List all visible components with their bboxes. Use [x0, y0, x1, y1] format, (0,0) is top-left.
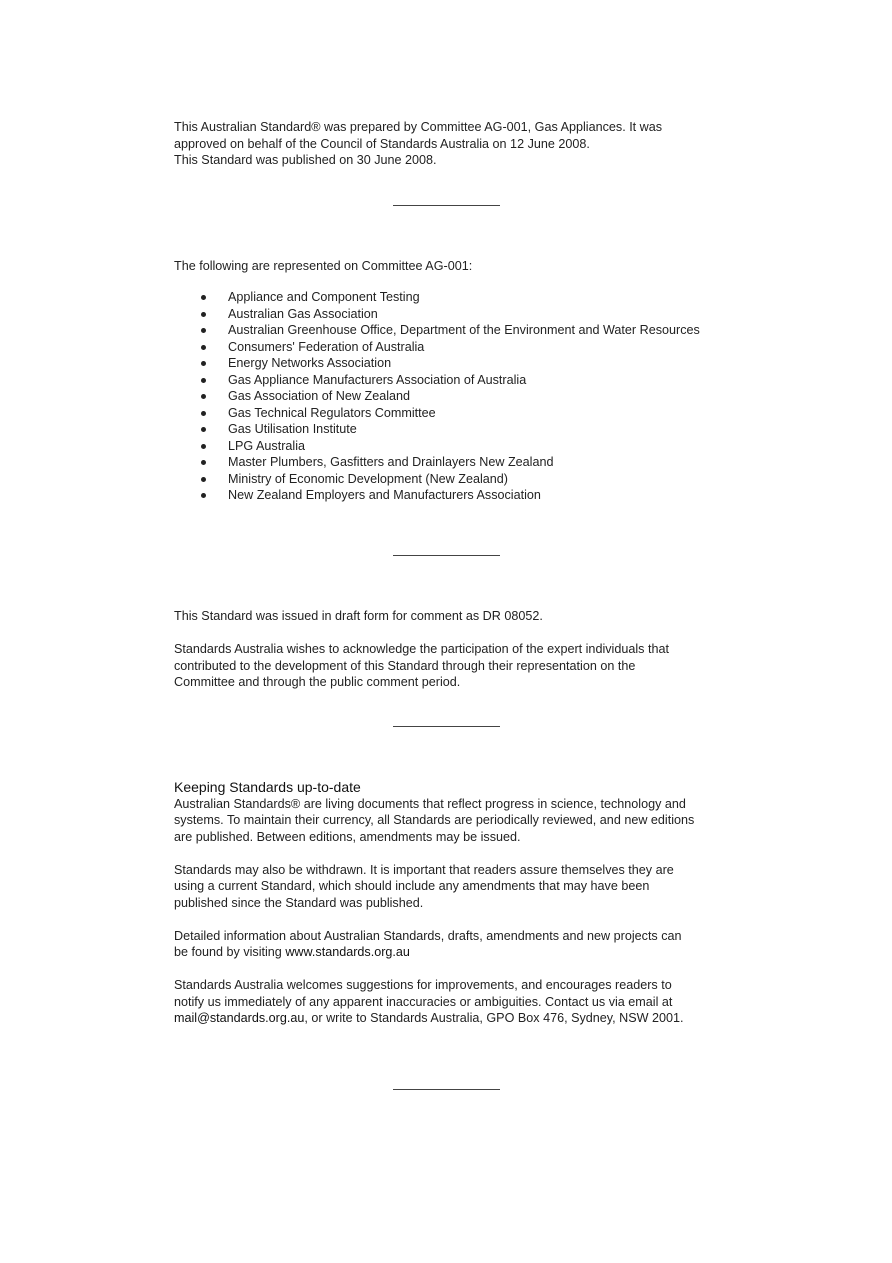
- paragraph-line: Standards Australia welcomes suggestions for improvements, and encourages readers to: [174, 978, 672, 992]
- member-name: Gas Association of New Zealand: [228, 389, 411, 403]
- bullet-icon: [201, 444, 206, 449]
- committee-intro: [174, 258, 734, 275]
- list-item: [174, 438, 754, 455]
- member-name: Gas Appliance Manufacturers Association of Australia: [228, 372, 527, 387]
- paragraph-line: [174, 1010, 734, 1027]
- acknowledgement-line-2: contributed to the development of this Standard through their representation on the: [174, 658, 636, 673]
- approval-line-2: approved on behalf of the Council of Standards Australia on 12 June 2008.: [174, 136, 590, 151]
- bullet-icon: [201, 411, 206, 416]
- list-item: [174, 289, 754, 306]
- member-name: Gas Technical Regulators Committee: [228, 405, 436, 420]
- bullet-icon: [201, 493, 206, 498]
- list-item: [174, 405, 754, 422]
- publication-date-line: This Standard was published on 30 June 2008.: [174, 153, 437, 167]
- section-divider: [393, 726, 500, 727]
- member-name: LPG Australia: [228, 438, 306, 453]
- list-item: [174, 339, 754, 356]
- acknowledgement-line-3: Committee and through the public comment period.: [174, 675, 461, 689]
- paragraph-line: notify us immediately of any apparent inaccuracies or ambiguities. Contact us via email at: [174, 994, 673, 1009]
- committee-intro-text: The following are represented on Committee AG-001:: [174, 259, 473, 273]
- member-name: Gas Utilisation Institute: [228, 422, 357, 436]
- keeping-standards-section: [174, 779, 734, 1027]
- member-name: Energy Networks Association: [228, 356, 392, 370]
- acknowledgement-line-1: Standards Australia wishes to acknowledge the participation of the expert individuals that: [174, 642, 669, 656]
- list-item: [174, 388, 754, 405]
- member-name: Appliance and Component Testing: [228, 290, 420, 304]
- paragraph-line: systems. To maintain their currency, all Standards are periodically reviewed, and new editions: [174, 813, 695, 827]
- bullet-icon: [201, 477, 206, 482]
- bullet-icon: [201, 460, 206, 465]
- approval-statement: [174, 119, 734, 169]
- draft-issued-text: This Standard was issued in draft form for comment as DR 08052.: [174, 609, 543, 623]
- bullet-icon: [201, 312, 206, 317]
- draft-statement: [174, 608, 734, 691]
- bullet-icon: [201, 328, 206, 333]
- member-name: New Zealand Employers and Manufacturers Association: [228, 488, 541, 502]
- list-item: [174, 372, 754, 389]
- text-fragment: , or write to Standards Australia, GPO Box 476, Sydney, NSW 2001.: [304, 1011, 684, 1025]
- list-item: [174, 471, 754, 488]
- member-name: Consumers' Federation of Australia: [228, 339, 425, 354]
- member-name: Ministry of Economic Development (New Zealand): [228, 471, 508, 486]
- bullet-icon: [201, 427, 206, 432]
- committee-members-list: [174, 289, 754, 504]
- member-name: Australian Gas Association: [228, 306, 378, 321]
- list-item: [174, 421, 754, 438]
- member-name: Australian Greenhouse Office, Department of the Environment and Water Resources: [228, 323, 700, 337]
- section-divider: [393, 555, 500, 556]
- member-name: Master Plumbers, Gasfitters and Drainlayers New Zealand: [228, 455, 554, 469]
- list-item: [174, 454, 754, 471]
- paragraph-line: using a current Standard, which should include any amendments that may have been: [174, 879, 650, 893]
- section-divider: [393, 1089, 500, 1090]
- list-item: [174, 487, 754, 504]
- bullet-icon: [201, 378, 206, 383]
- text-fragment: be found by visiting: [174, 945, 286, 959]
- paragraph-line: published since the Standard was published.: [174, 895, 424, 910]
- paragraph-line: Standards may also be withdrawn. It is important that readers assure themselves they are: [174, 862, 674, 877]
- paragraph-line: Detailed information about Australian Standards, drafts, amendments and new projects can: [174, 928, 682, 943]
- approval-line-1: This Australian Standard® was prepared by Committee AG-001, Gas Appliances. It was: [174, 120, 663, 134]
- list-item: [174, 322, 754, 339]
- bullet-icon: [201, 361, 206, 366]
- email-link[interactable]: mail@standards.org.au: [174, 1011, 305, 1025]
- bullet-icon: [201, 345, 206, 350]
- list-item: [174, 355, 754, 372]
- section-divider: [393, 205, 500, 206]
- paragraph-line: are published. Between editions, amendments may be issued.: [174, 829, 521, 844]
- section-heading: Keeping Standards up-to-date: [174, 779, 361, 795]
- website-link[interactable]: www.standards.org.au: [285, 945, 410, 959]
- list-item: [174, 306, 754, 323]
- paragraph-line: [174, 944, 734, 961]
- bullet-icon: [201, 295, 206, 300]
- bullet-icon: [201, 394, 206, 399]
- paragraph-line: Australian Standards® are living documents that reflect progress in science, technology and: [174, 796, 686, 811]
